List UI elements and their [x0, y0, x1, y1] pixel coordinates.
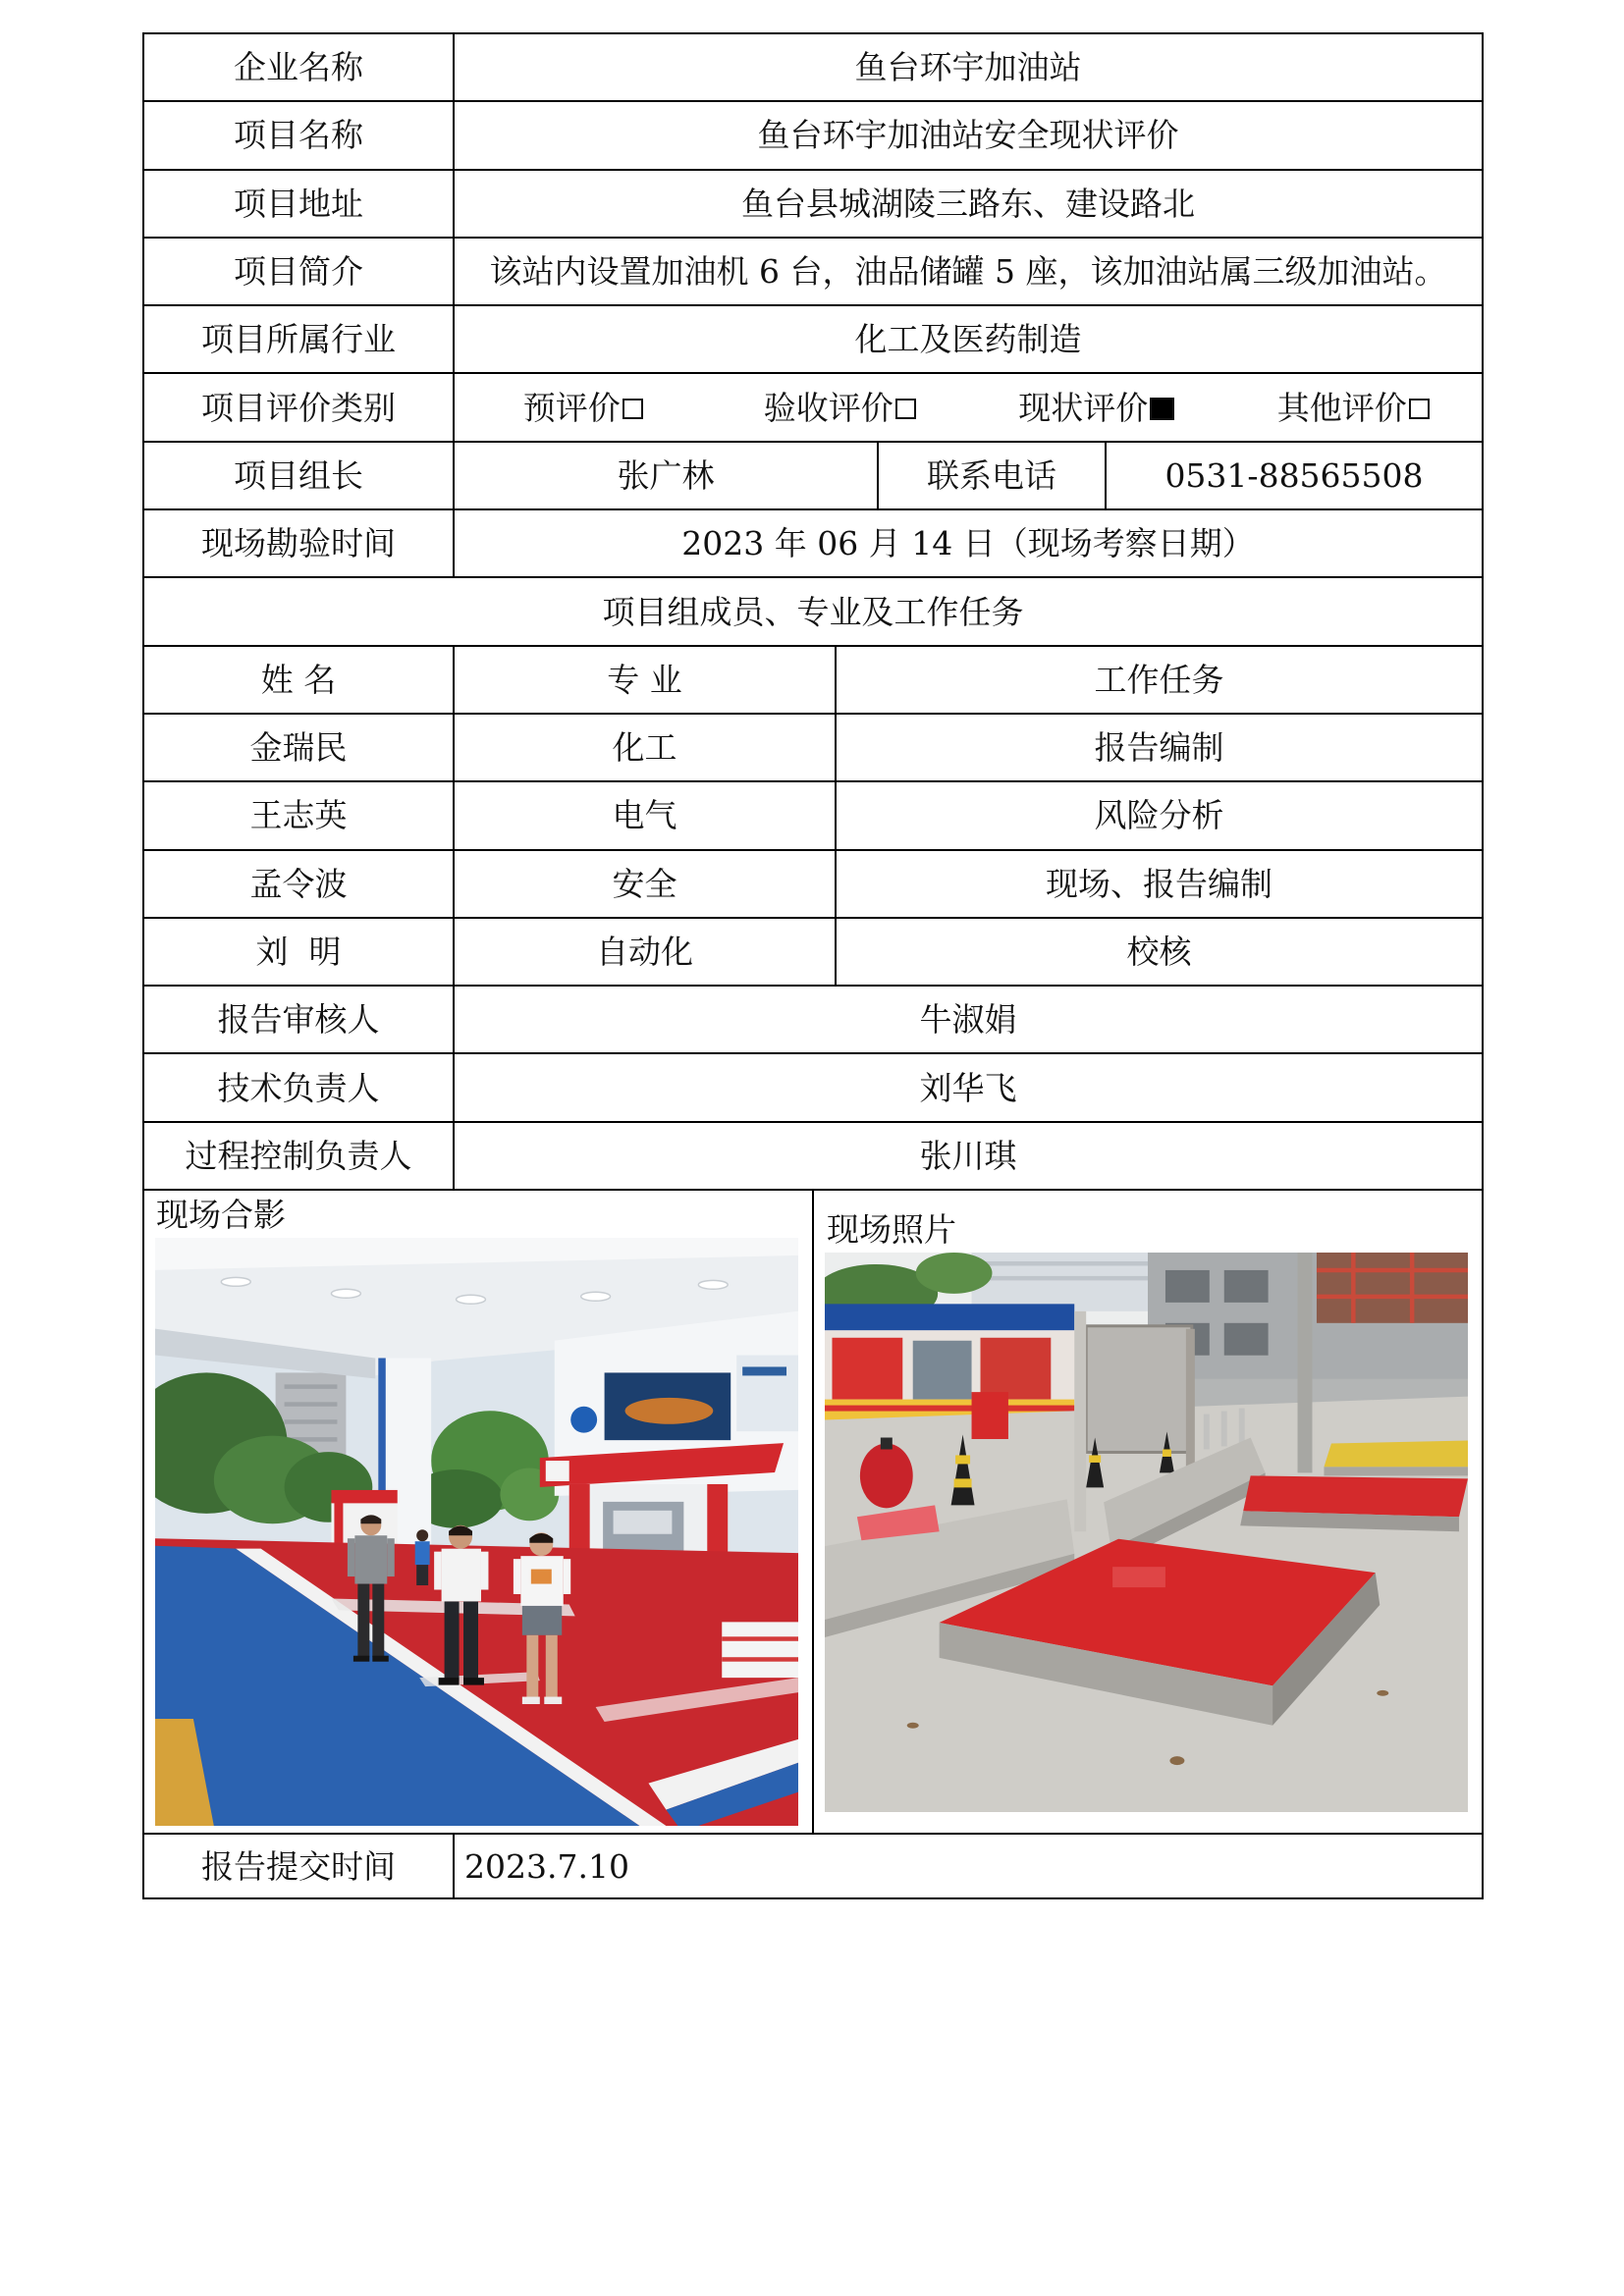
evaluation-type-options: [455, 374, 1482, 440]
row-project-address: [144, 171, 1482, 239]
team-title: 项目组成员、专业及工作任务: [602, 592, 1024, 631]
site-photo-label: 现场照片: [827, 1210, 956, 1250]
evaluation-type-label: 项目评价类别: [144, 374, 455, 440]
header-task: 工作任务: [1094, 660, 1224, 699]
survey-time-label: 现场勘验时间: [144, 510, 455, 576]
reviewer-value: 牛淑娟: [919, 1000, 1017, 1040]
project-address-label: 项目地址: [144, 171, 455, 237]
site-photo: [825, 1253, 1468, 1812]
row-leader: [144, 443, 1482, 510]
member-major: 安全: [455, 851, 837, 917]
member-task: 校核: [1126, 933, 1192, 971]
industry-value: 化工及医药制造: [854, 320, 1082, 359]
checkbox: [1150, 398, 1174, 420]
project-name-value: 鱼台环宇加油站安全现状评价: [757, 116, 1179, 155]
survey-time-value: 2023 年 06 月 14 日（现场考察日期）: [681, 524, 1255, 563]
leader-name: 张广林: [455, 443, 879, 508]
member-name: 王志英: [144, 782, 455, 848]
leader-label: 项目组长: [144, 443, 455, 508]
row-industry: [144, 306, 1482, 374]
table-row: [144, 851, 1482, 919]
industry-label: 项目所属行业: [144, 306, 455, 372]
member-task: 现场、报告编制: [1046, 864, 1272, 903]
option-label: 现状评价: [1018, 388, 1149, 427]
warning-sign: [972, 1392, 1008, 1439]
process-lead-label: 过程控制负责人: [144, 1123, 455, 1189]
group-photo: [155, 1238, 798, 1826]
table-row: [144, 715, 1482, 782]
process-lead-value: 张川琪: [919, 1136, 1017, 1175]
reviewer-label: 报告审核人: [144, 987, 455, 1052]
row-team-headers: [144, 647, 1482, 715]
company-value: 鱼台环宇加油站: [854, 48, 1082, 87]
member-major: 自动化: [455, 919, 837, 985]
row-photos: [144, 1191, 1482, 1835]
project-intro-value: 该站内设置加油机 6 台，油品储罐 5 座，该加油站属三级加油站。: [489, 252, 1447, 292]
table-row: [144, 919, 1482, 987]
phone-label: 联系电话: [879, 443, 1107, 508]
member-name: 孟令波: [144, 851, 455, 917]
header-name: 姓 名: [144, 647, 455, 713]
water-boxes: [722, 1622, 798, 1678]
checkbox: [895, 399, 916, 419]
tech-lead-label: 技术负责人: [144, 1054, 455, 1120]
convenience-store: [825, 1304, 1074, 1419]
group-photo-cell: [144, 1191, 814, 1833]
phone-value: 0531-88565508: [1164, 455, 1424, 495]
member-task: 风险分析: [1094, 796, 1224, 835]
member-task: 报告编制: [1094, 728, 1224, 768]
member-name: 金瑞民: [144, 715, 455, 780]
header-major: 专 业: [455, 647, 837, 713]
option-status-evaluation: [968, 388, 1225, 427]
row-team-title: [144, 578, 1482, 646]
row-reviewer: [144, 987, 1482, 1054]
company-label: 企业名称: [144, 34, 455, 100]
row-project-name: [144, 102, 1482, 170]
site-photo-cell: [814, 1191, 1482, 1833]
project-address-value: 鱼台县城湖陵三路东、建设路北: [741, 184, 1195, 223]
option-acceptance-evaluation: [712, 388, 969, 427]
member-major: 电气: [455, 782, 837, 848]
row-survey-time: [144, 510, 1482, 578]
row-company: [144, 34, 1482, 102]
row-tech-lead: [144, 1054, 1482, 1122]
table-row: [144, 782, 1482, 850]
submit-time-label: 报告提交时间: [144, 1835, 455, 1897]
member-major: 化工: [455, 715, 837, 780]
option-pre-evaluation: [455, 388, 712, 427]
group-photo-label: 现场合影: [156, 1196, 286, 1235]
option-label: 其他评价: [1276, 388, 1407, 427]
row-evaluation-type: [144, 374, 1482, 442]
checkbox: [623, 399, 643, 419]
option-other-evaluation: [1225, 388, 1483, 427]
tank-cover-yellow: [1324, 1441, 1468, 1476]
row-submit-time: [144, 1835, 1482, 1897]
project-name-label: 项目名称: [144, 102, 455, 168]
evaluation-info-table: [142, 32, 1484, 1899]
checkbox: [1409, 399, 1430, 419]
row-process-lead: [144, 1123, 1482, 1191]
option-label: 预评价: [522, 388, 621, 427]
row-project-intro: [144, 239, 1482, 306]
submit-time-value: 2023.7.10: [464, 1846, 629, 1886]
option-label: 验收评价: [763, 388, 893, 427]
tech-lead-value: 刘华飞: [919, 1068, 1017, 1107]
person-far: [415, 1529, 430, 1585]
tank-cover-red-small: [1240, 1475, 1468, 1531]
project-intro-label: 项目简介: [144, 239, 455, 304]
member-name: 刘 明: [144, 919, 455, 985]
